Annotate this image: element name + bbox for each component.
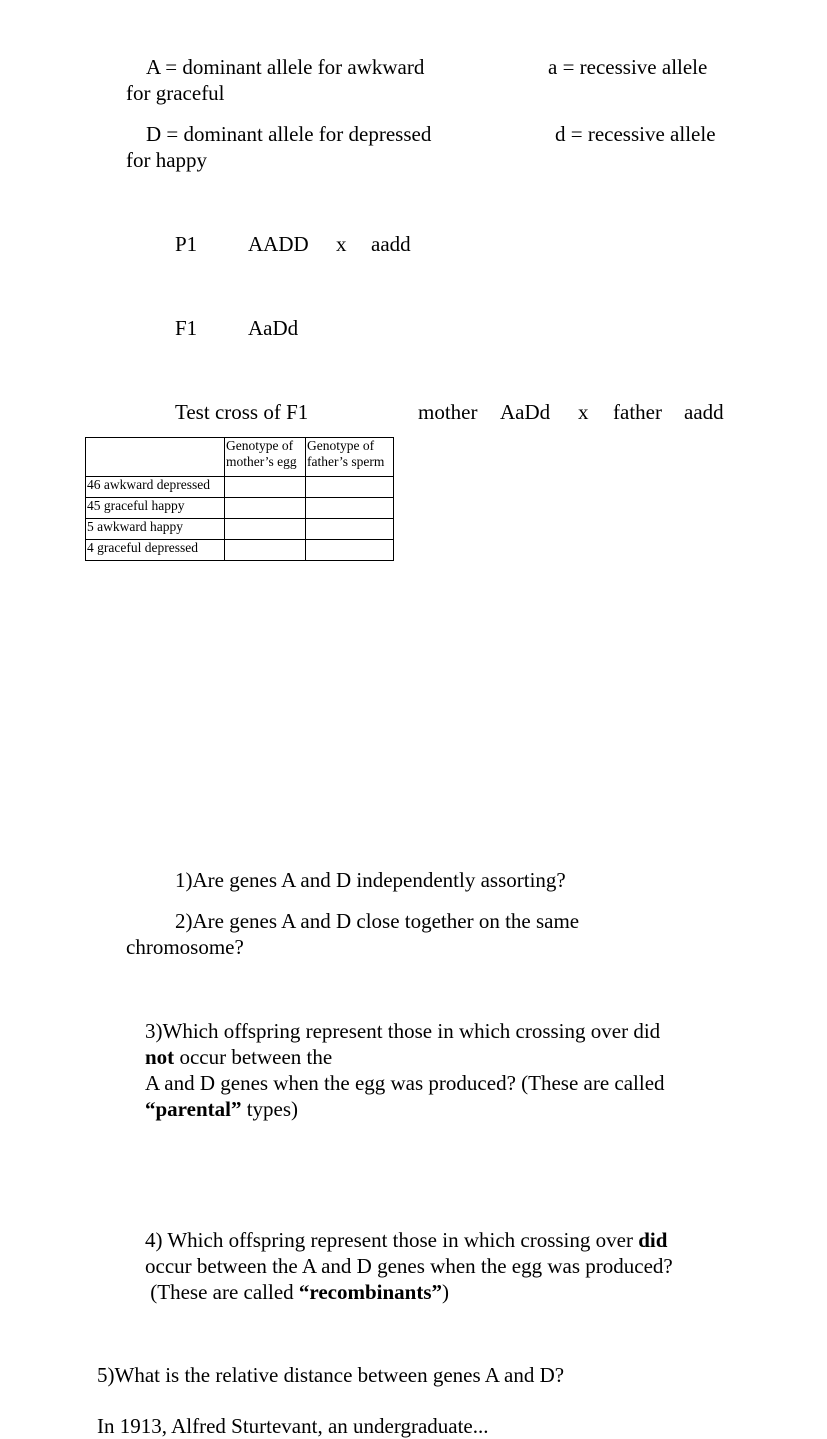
allele-d-recessive-cont: for happy xyxy=(126,148,208,172)
question-4-line3-pre: (These are called xyxy=(145,1280,299,1304)
p1-father-genotype: aadd xyxy=(371,232,411,256)
row-label: 46 awkward depressed xyxy=(86,477,225,498)
f1-genotype: AaDd xyxy=(248,316,299,340)
testcross-mother-genotype: AaDd xyxy=(500,400,551,424)
sperm-genotype-cell[interactable] xyxy=(306,477,394,498)
header-father-line1: Genotype of xyxy=(307,438,375,453)
p1-mother-genotype: AADD xyxy=(248,232,309,256)
question-3-line2-rest: occur between the xyxy=(174,1045,333,1069)
table-header-mother-egg xyxy=(225,438,306,477)
question-2-line1: 2)Are genes A and D close together on the same xyxy=(175,909,580,933)
egg-genotype-cell[interactable] xyxy=(225,519,306,540)
question-3-line4 xyxy=(145,1096,298,1122)
allele-a-recessive-cont: for graceful xyxy=(126,81,225,105)
question-3-line4-rest: types) xyxy=(241,1097,299,1121)
header-mother-line2: mother’s egg xyxy=(226,454,297,469)
table-header-row xyxy=(86,438,394,477)
header-father-line2: father’s sperm xyxy=(307,454,385,469)
table-row xyxy=(86,519,394,540)
testcross-father-genotype: aadd xyxy=(684,400,724,424)
testcross-mother-label: mother xyxy=(418,400,478,424)
p1-label: P1 xyxy=(175,232,198,256)
offspring-genotype-table xyxy=(85,437,394,561)
question-3-emphasis-parental: “parental” xyxy=(145,1097,242,1121)
allele-a-dominant: A = dominant allele for awkward xyxy=(146,55,425,79)
egg-genotype-cell[interactable] xyxy=(225,540,306,561)
testcross-father-label: father xyxy=(613,400,662,424)
question-4-line1-pre: 4) Which offspring represent those in which crossing over xyxy=(145,1228,639,1252)
testcross-cross-symbol: x xyxy=(578,400,589,424)
question-2-line2: chromosome? xyxy=(126,935,244,959)
question-4-line1 xyxy=(145,1227,667,1253)
sperm-genotype-cell[interactable] xyxy=(306,498,394,519)
table-row xyxy=(86,498,394,519)
question-4-line3-post: ) xyxy=(442,1280,450,1304)
sperm-genotype-cell[interactable] xyxy=(306,540,394,561)
row-label: 45 graceful happy xyxy=(86,498,225,519)
question-3-line3: A and D genes when the egg was produced? (These are called xyxy=(145,1071,665,1095)
question-4-line2: occur between the A and D genes when the egg was produced? xyxy=(145,1254,673,1278)
question-1: 1)Are genes A and D independently assorting? xyxy=(175,868,566,892)
f1-label: F1 xyxy=(175,316,198,340)
allele-d-recessive: d = recessive allele xyxy=(555,122,716,146)
question-3-line2 xyxy=(145,1044,332,1070)
question-3-line1: 3)Which offspring represent those in which crossing over did xyxy=(145,1019,661,1043)
egg-genotype-cell[interactable] xyxy=(225,498,306,519)
question-4-emphasis-recombinants: “recombinants” xyxy=(298,1280,443,1304)
question-4-line3 xyxy=(145,1279,449,1305)
table-header-blank xyxy=(86,438,225,477)
header-mother-line1: Genotype of xyxy=(226,438,294,453)
table-row xyxy=(86,477,394,498)
p1-cross-symbol: x xyxy=(336,232,347,256)
question-4-emphasis-did: did xyxy=(638,1228,668,1252)
egg-genotype-cell[interactable] xyxy=(225,477,306,498)
question-3-emphasis-not: not xyxy=(145,1045,175,1069)
allele-a-recessive: a = recessive allele xyxy=(548,55,708,79)
row-label: 4 graceful depressed xyxy=(86,540,225,561)
testcross-label: Test cross of F1 xyxy=(175,400,309,424)
table-row xyxy=(86,540,394,561)
sperm-genotype-cell[interactable] xyxy=(306,519,394,540)
allele-d-dominant: D = dominant allele for depressed xyxy=(146,122,432,146)
question-6-cut-off: In 1913, Alfred Sturtevant, an undergraduate... xyxy=(97,1414,489,1438)
row-label: 5 awkward happy xyxy=(86,519,225,540)
question-5: 5)What is the relative distance between genes A and D? xyxy=(97,1363,565,1387)
table-header-father-sperm xyxy=(306,438,394,477)
